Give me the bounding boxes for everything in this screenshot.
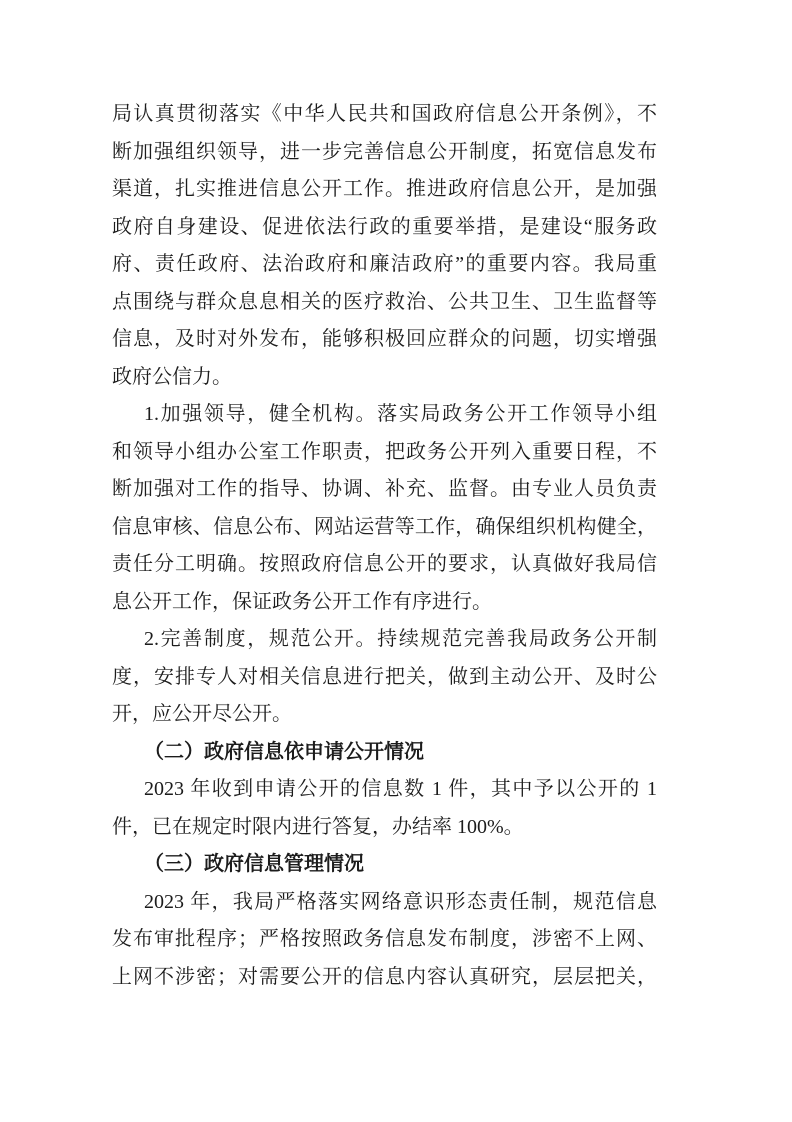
document-line: 1.加强领导，健全机构。落实局政务公开工作领导小组 [144, 403, 657, 425]
document-text-block [112, 96, 657, 996]
document-line: 件，已在规定时限内进行答复，办结率 100%。 [112, 815, 524, 838]
document-line: 政府自身建设、促进依法行政的重要举措，是建设“服务政 [112, 215, 657, 238]
document-line: 断加强组织领导，进一步完善信息公开制度，拓宽信息发布 [112, 140, 657, 163]
section-heading-line: （二）政府信息依申请公开情况 [144, 740, 424, 763]
document-line: 信息，及时对外发布，能够积极回应群众的问题，切实增强 [112, 328, 657, 350]
document-line: 责任分工明确。按照政府信息公开的要求，认真做好我局信 [112, 553, 657, 575]
section-heading-line: （三）政府信息管理情况 [144, 853, 364, 875]
document-line: 2.完善制度，规范公开。持续规范完善我局政务公开制 [144, 628, 657, 650]
document-line: 2023 年收到申请公开的信息数 1 件，其中予以公开的 1 [144, 778, 657, 800]
document-line: 上网不涉密；对需要公开的信息内容认真研究，层层把关， [112, 965, 657, 988]
document-line: 府、责任政府、法治政府和廉洁政府”的重要内容。我局重 [112, 253, 657, 275]
document-line: 和领导小组办公室工作职责，把政务公开列入重要日程，不 [112, 440, 657, 463]
document-line: 渠道，扎实推进信息公开工作。推进政府信息公开，是加强 [112, 178, 657, 200]
document-line: 信息审核、信息公布、网站运营等工作，确保组织机构健全， [112, 515, 657, 538]
document-line: 息公开工作，保证政务公开工作有序进行。 [112, 590, 492, 613]
document-line: 断加强对工作的指导、协调、补充、监督。由专业人员负责 [112, 478, 657, 500]
document-line: 局认真贯彻落实《中华人民共和国政府信息公开条例》，不 [112, 103, 657, 125]
document-line: 点围绕与群众息息相关的医疗救治、公共卫生、卫生监督等 [112, 290, 657, 313]
document-line: 政府公信力。 [112, 365, 232, 388]
document-line: 发布审批程序；严格按照政务信息发布制度，涉密不上网、 [112, 928, 657, 950]
document-line: 度，安排专人对相关信息进行把关，做到主动公开、及时公 [112, 665, 657, 688]
document-line: 开，应公开尽公开。 [112, 703, 292, 725]
document-line: 2023 年，我局严格落实网络意识形态责任制，规范信息 [144, 890, 657, 913]
